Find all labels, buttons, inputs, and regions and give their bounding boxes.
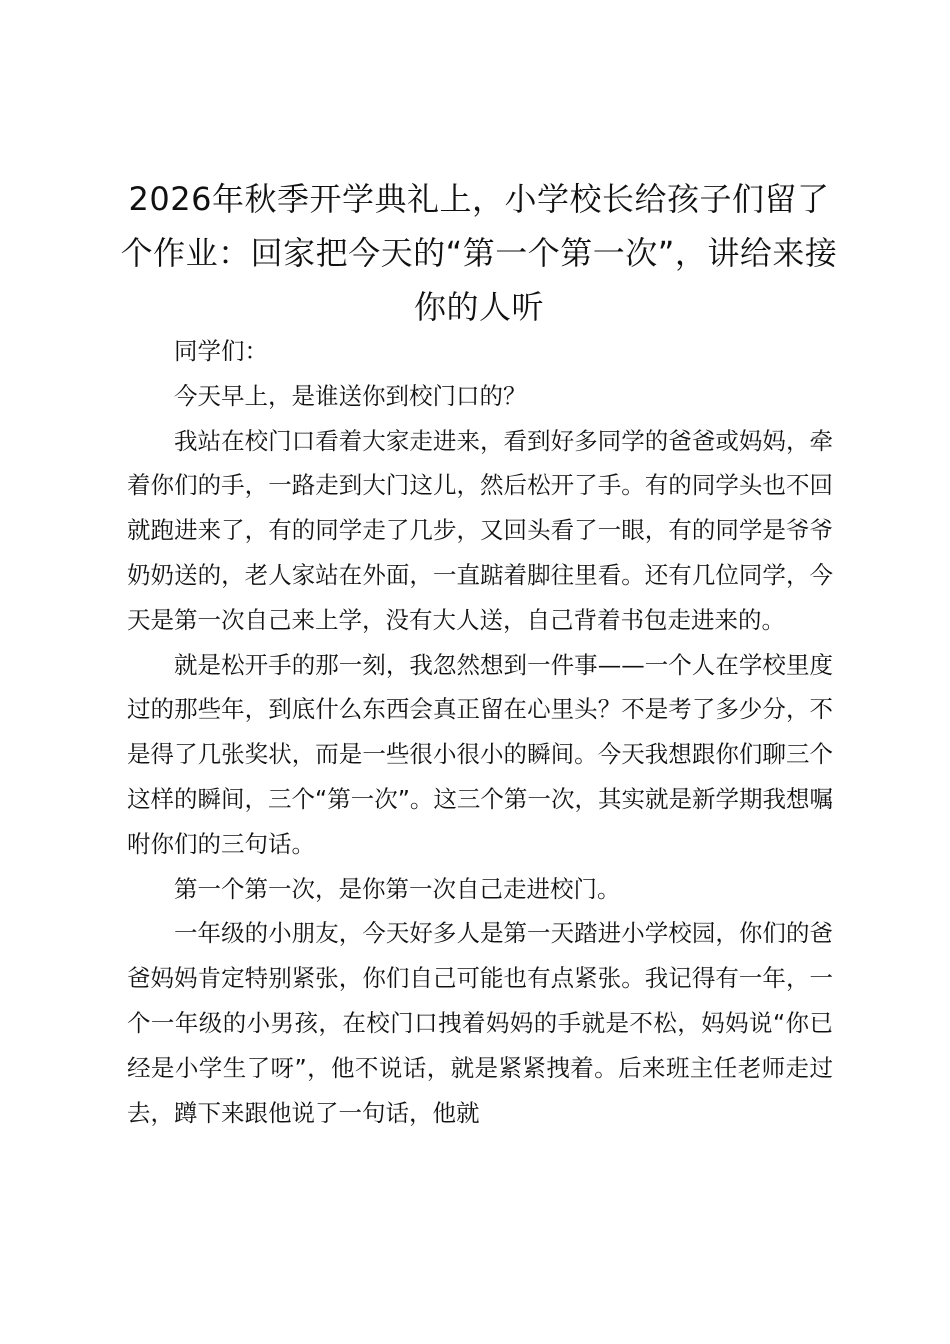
body-paragraph: 就是松开手的那一刻，我忽然想到一件事——一个人在学校里度过的那些年，到底什么东西会真正留在心里头？不是考了多少分，不是得了几张奖状，而是一些很小很小的瞬间。今天我想跟你们聊三个这样的瞬间，三个“第一次”。这三个第一次，其实就是新学期我想嘱咐你们的三句话。: [127, 650, 833, 858]
body-paragraph: 我站在校门口看着大家走进来，看到好多同学的爸爸或妈妈，牵着你们的手，一路走到大门这儿，然后松开了手。有的同学头也不回就跑进来了，有的同学走了几步，又回头看了一眼，有的同学是爷爷奶奶送的，老人家站在外面，一直踮着脚往里看。还有几位同学，今天是第一次自己来上学，没有大人送，自己背着书包走进来的。: [127, 426, 833, 634]
body-paragraph: 今天早上，是谁送你到校门口的？: [174, 381, 527, 410]
document-body: [127, 329, 833, 1135]
body-paragraph: 第一个第一次，是你第一次自己走进校门。: [174, 874, 621, 903]
salutation-paragraph: 同学们：: [174, 337, 268, 365]
document-title: 2026年秋季开学典礼上，小学校长给孩子们留了个作业：回家把今天的“第一个第一次”，讲给来接你的人听: [120, 180, 838, 326]
body-paragraph: 一年级的小朋友，今天好多人是第一天踏进小学校园，你们的爸爸妈妈肯定特别紧张，你们自己可能也有点紧张。我记得有一年，一个一年级的小男孩，在校门口拽着妈妈的手就是不松，妈妈说“你已经是小学生了呀”，他不说话，就是紧紧拽着。后来班主任老师走过去，蹲下来跟他说了一句话，他就: [127, 919, 833, 1127]
